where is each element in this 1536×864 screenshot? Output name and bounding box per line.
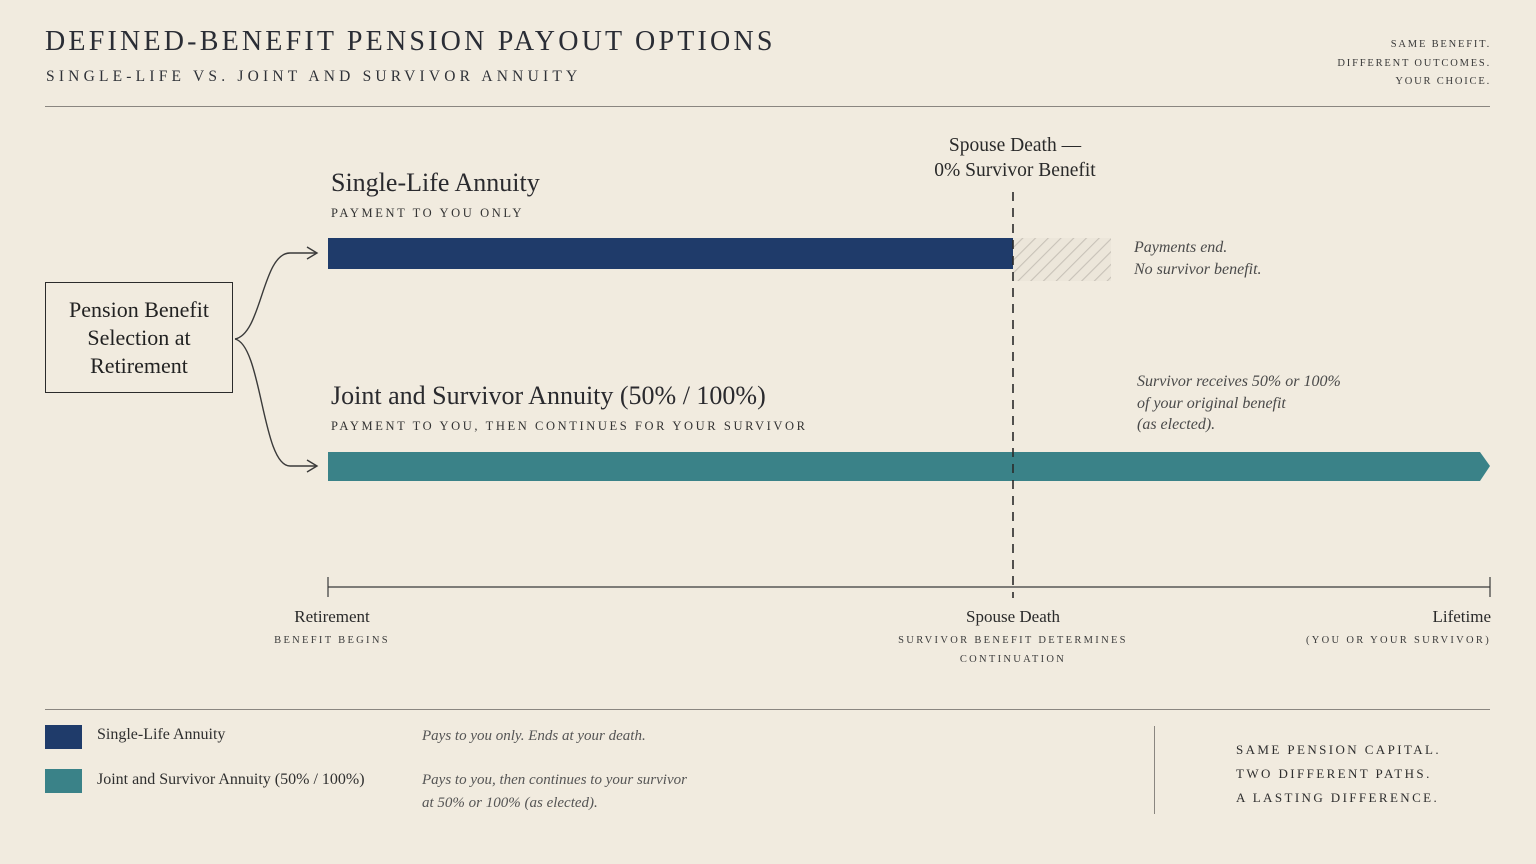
legend-desc-joint-survivor-line-1: Pays to you, then continues to your survivor: [422, 772, 687, 788]
joint-survivor-subtitle: PAYMENT TO YOU, THEN CONTINUES FOR YOUR SURVIVOR: [331, 419, 808, 433]
branch-connector-joint: [235, 339, 316, 466]
legend-label-joint-survivor: Joint and Survivor Annuity (50% / 100%): [97, 771, 365, 788]
joint-survivor-bar: [328, 452, 1490, 481]
axis-sub-retirement: BENEFIT BEGINS: [274, 635, 390, 646]
single-life-subtitle: PAYMENT TO YOU ONLY: [331, 206, 524, 220]
pension-selection-label: Pension Benefit Selection at Retirement: [69, 296, 209, 378]
spouse-death-label: [913, 134, 1117, 183]
closing-line-2: TWO DIFFERENT PATHS.: [1236, 766, 1432, 781]
spouse-death-label-line-2: 0% Survivor Benefit: [934, 159, 1096, 181]
branch-connector-single: [235, 253, 316, 339]
joint-survivor-title: Joint and Survivor Annuity (50% / 100%): [331, 381, 766, 410]
axis-label-spouse-death: Spouse Death: [966, 607, 1060, 626]
tagline-line-1: SAME BENEFIT.: [1390, 39, 1491, 50]
axis-label-lifetime: Lifetime: [1432, 607, 1491, 626]
tagline-line-2: DIFFERENT OUTCOMES.: [1337, 57, 1491, 69]
closing-statement: [1236, 738, 1441, 810]
closing-line-3: A LASTING DIFFERENCE.: [1236, 790, 1440, 805]
page-title: DEFINED-BENEFIT PENSION PAYOUT OPTIONS: [45, 26, 776, 57]
legend-swatch-joint-survivor: [45, 769, 82, 793]
legend-desc-joint-survivor-line-2: at 50% or 100% (as elected).: [422, 795, 598, 811]
closing-line-1: SAME PENSION CAPITAL.: [1236, 742, 1442, 757]
single-life-note-line-1: Payments end.: [1134, 239, 1228, 256]
joint-survivor-note-line-2: of your original benefit: [1137, 394, 1286, 412]
legend-desc-joint-survivor: [422, 769, 687, 815]
single-life-note-line-2: No survivor benefit.: [1134, 260, 1262, 278]
tagline-line-3: YOUR CHOICE.: [1395, 76, 1491, 87]
axis-sub-spouse-death-line-2: CONTINUATION: [959, 654, 1067, 665]
single-life-bar: [328, 238, 1013, 269]
axis-label-spouse-group: [873, 607, 1153, 669]
axis-sub-spouse-death-line-1: SURVIVOR BENEFIT DETERMINES: [898, 635, 1128, 646]
legend-desc-single-life: Pays to you only. Ends at your death.: [422, 728, 646, 744]
legend-vertical-divider: [1154, 726, 1155, 814]
axis-sub-lifetime: (YOU OR YOUR SURVIVOR): [1306, 635, 1491, 646]
spouse-death-label-line-1: Spouse Death —: [948, 135, 1082, 156]
single-life-hatched-end: [1013, 238, 1111, 281]
page-subtitle: SINGLE-LIFE VS. JOINT AND SURVIVOR ANNUITY: [46, 68, 582, 85]
legend-label-single-life: Single-Life Annuity: [97, 726, 226, 743]
single-life-note: [1134, 237, 1262, 280]
axis-label-retirement-group: [252, 607, 412, 650]
single-life-title: Single-Life Annuity: [331, 168, 540, 197]
joint-survivor-note-line-3: (as elected).: [1137, 416, 1216, 433]
legend-divider: [45, 709, 1490, 710]
joint-survivor-note: [1137, 371, 1341, 436]
axis-label-retirement: Retirement: [294, 607, 370, 626]
axis-label-lifetime-group: [1306, 607, 1491, 650]
pension-selection-box: [45, 282, 233, 393]
joint-survivor-note-line-1: Survivor receives 50% or 100%: [1137, 373, 1341, 390]
legend-swatch-single-life: [45, 725, 82, 749]
